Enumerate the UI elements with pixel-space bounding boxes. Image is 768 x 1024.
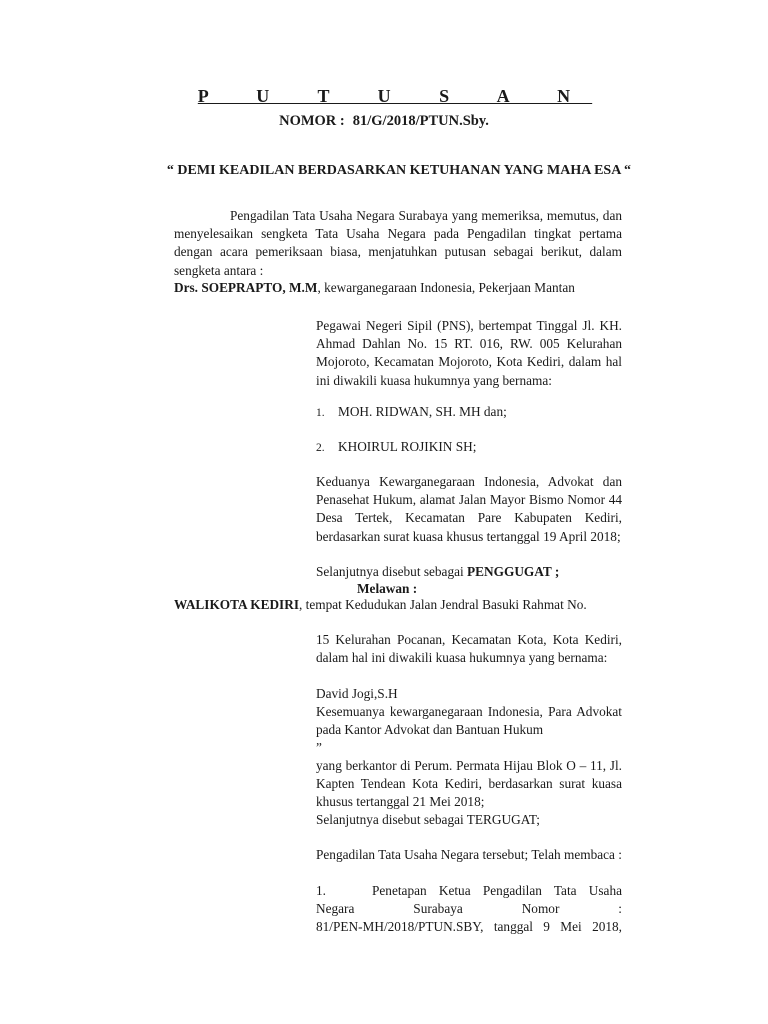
plaintiff-designation [316, 563, 622, 581]
item-line-3: 81/PEN-MH/2018/PTUN.SBY, tanggal 9 Mei 2018, [316, 919, 622, 935]
defendant-name: WALIKOTA KEDIRI [174, 597, 299, 612]
defendant-office-description: yang berkantor di Perum. Permata Hijau Blok O – 11, Jl. Kapten Tendean Kota Kediri, berdasarkan surat kuasa khusus tertanggal 21 Mei 2018; [316, 758, 622, 810]
item-line-2: Negara Surabaya Nomor : [316, 901, 622, 917]
court-read-item-1 [316, 882, 622, 937]
versus-heading: Melawan : [357, 581, 418, 596]
defendant-designation: Selanjutnya disebut sebagai TERGUGAT; [316, 812, 540, 827]
document-title: P U T U S A N [197, 86, 593, 106]
plaintiff-name: Drs. SOEPRAPTO, M.M [174, 280, 318, 295]
lawyer-number: 1. [316, 407, 325, 419]
plaintiff-name-suffix: , kewarganegaraan Indonesia, Pekerjaan Mantan [317, 280, 575, 295]
list-item [316, 882, 622, 900]
case-number [0, 113, 768, 130]
plaintiff-line [174, 280, 575, 296]
plaintiff-lawyers-description: Keduanya Kewarganegaraan Indonesia, Advokat dan Penasehat Hukum, alamat Jalan Mayor Bismo Nomor 44 Desa Tertek, Kecamatan Pare Kabupaten Kediri, berdasarkan surat kuasa khusus tertanggal 19 April 2018; [316, 474, 622, 544]
court-read-text: Pengadilan Tata Usaha Negara tersebut; Telah membaca : [316, 847, 622, 862]
plaintiff-description: Pegawai Negeri Sipil (PNS), bertempat Tinggal Jl. KH. Ahmad Dahlan No. 15 RT. 016, RW. 005 Kelurahan Mojoroto, Kecamatan Mojoroto, Kota Kediri, dalam hal ini diwakili kuasa hukumnya yang bernama: [316, 318, 622, 388]
invocation: “ DEMI KEADILAN BERDASARKAN KETUHANAN YANG MAHA ESA “ [166, 163, 632, 178]
item-number: 1. [316, 883, 326, 898]
plaintiff-lawyer-2 [316, 438, 622, 457]
stray-quote-mark: ” [316, 740, 322, 755]
lawyer-name: KHOIRUL ROJIKIN SH; [338, 439, 477, 454]
designation-penggugat: PENGGUGAT ; [467, 564, 560, 579]
plaintiff-lawyer-1 [316, 403, 622, 422]
defendant-lawyer-description: Kesemuanya kewarganegaraan Indonesia, Para Advokat pada Kantor Advokat dan Bantuan Hukum [316, 704, 622, 738]
defendant-description: 15 Kelurahan Pocanan, Kecamatan Kota, Kota Kediri, dalam hal ini diwakili kuasa hukumnya yang bernama: [316, 632, 622, 666]
case-number-value: 81/G/2018/PTUN.Sby. [352, 113, 489, 129]
case-number-label: NOMOR : [279, 113, 345, 129]
lawyer-number: 2. [316, 442, 325, 454]
designation-prefix: Selanjutnya disebut sebagai [316, 564, 464, 579]
lawyer-name: MOH. RIDWAN, SH. MH dan; [338, 404, 507, 419]
defendant-lawyer: David Jogi,S.H [316, 686, 398, 701]
item-line-1: Penetapan Ketua Pengadilan Tata Usaha [372, 883, 622, 898]
intro-paragraph [174, 207, 622, 280]
defendant-name-suffix: , tempat Kedudukan Jalan Jendral Basuki Rahmat No. [299, 597, 587, 612]
intro-text: Pengadilan Tata Usaha Negara Surabaya yang memeriksa, memutus, dan menyelesaikan sengketa Tata Usaha Negara pada Pengadilan tingkat pertama dengan acara pemeriksaan biasa, menjatuhkan putusan sebagai berikut, dalam sengketa antara : [174, 208, 622, 278]
defendant-line [174, 597, 587, 613]
